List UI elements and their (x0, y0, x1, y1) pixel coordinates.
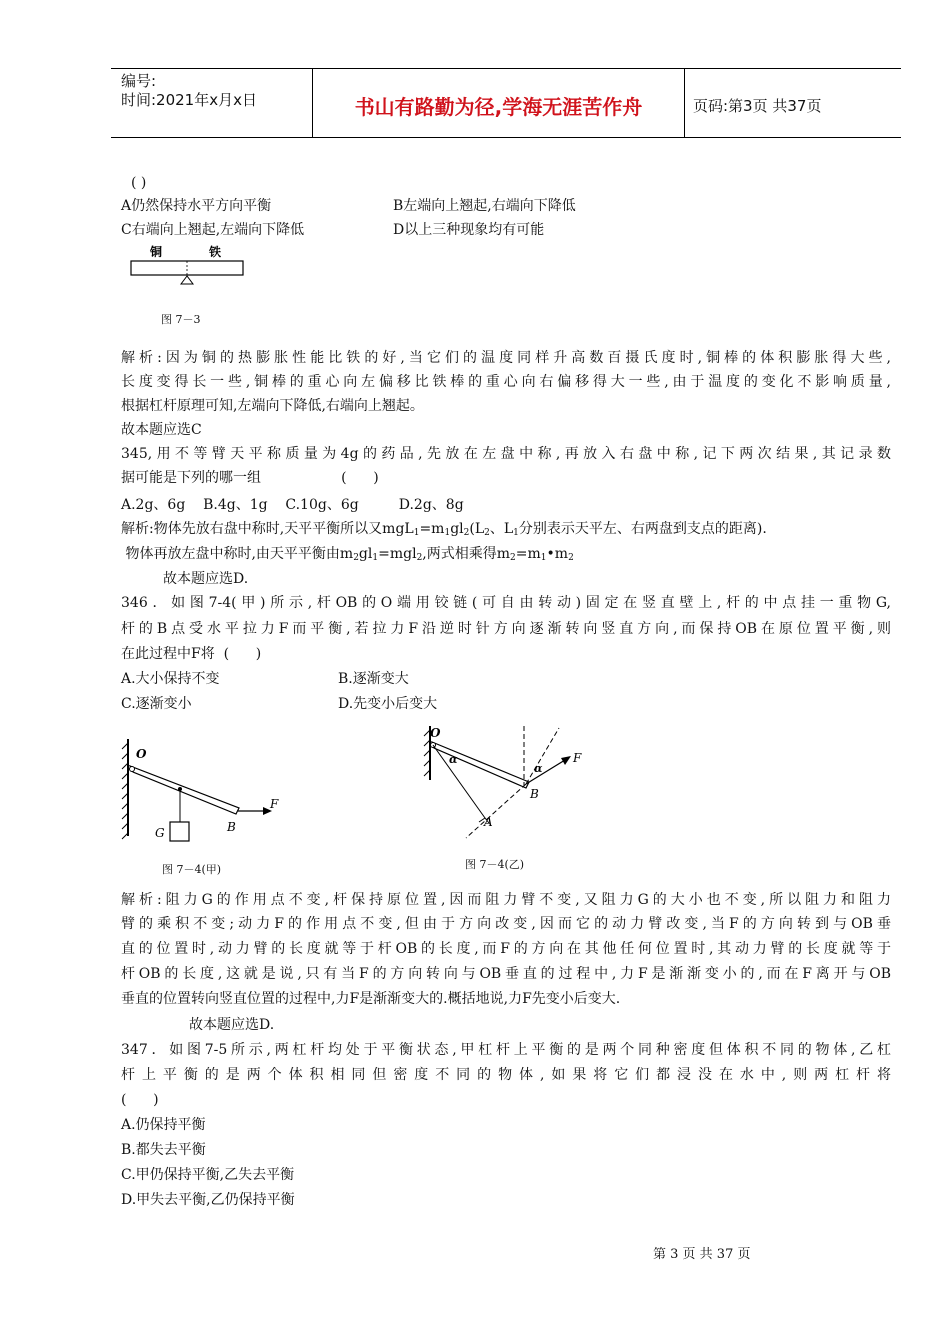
header-number-label: 编号: (121, 72, 157, 90)
fig74b-label-alpha-2: α (534, 762, 543, 775)
q347-line-3: ( ) (121, 1092, 159, 1108)
q345-options: A.2g、6g B.4g、1g C.10g、6g D.2g、8g (121, 497, 464, 513)
q346-answer: 故本题应选D. (189, 1017, 275, 1033)
fig73-fulcrum (181, 276, 193, 284)
q-prev-analysis-line-3: 根据杠杆原理可知,左端向下降低,右端向上翘起。 (121, 398, 424, 414)
q346-line-2: 杆的B点受水平拉力F而平衡,若拉力F沿逆时针方向逐渐转向竖直方向,而保持OB在原位置平衡,则 (121, 621, 891, 637)
q346-analysis-line-2: 臂的乘积不变;动力F的作用点不变,但由于方向改变,因而它的动力臂改变,当F的方向转到与OB垂 (121, 916, 891, 932)
fig73-label-copper: 铜 (150, 245, 163, 259)
fig74b-rod (432, 742, 529, 788)
q-prev-option-a: A仍然保持水平方向平衡 (121, 198, 272, 214)
q347-option-b: B.都失去平衡 (121, 1142, 206, 1158)
fig74b-label-o: O (430, 726, 441, 740)
q346-line-3: 在此过程中F将 ( ) (121, 646, 262, 662)
fig74a-rod (130, 766, 239, 814)
q346-analysis-line-5: 垂直的位置转向竖直位置的过程中,力F是渐渐变大的.概括地说,力F先变小后变大. (121, 991, 621, 1007)
q346-option-b: B.逐渐变大 (338, 671, 409, 687)
q347-line-1: 347．如图7-5所示,两杠杆均处于平衡状态,甲杠杆上平衡的是两个同种密度但体积不同的物体,乙杠 (121, 1042, 891, 1058)
q345-line-1: 345,用不等臂天平称质量为4g的药品,先放在左盘中称,再放入右盘中称,记下两次结果,其记录数 (121, 446, 891, 462)
fig74b-force-line (526, 760, 565, 784)
figure-7-3 (128, 244, 248, 290)
fig74b-perp-dashed (526, 728, 559, 784)
q346-option-d: D.先变小后变大 (338, 696, 438, 712)
fig74b-force-arrowhead (561, 756, 571, 765)
header-motto: 书山有路勤为径,学海无涯苦作舟 (313, 69, 685, 137)
fig74b-label-b: B (530, 787, 539, 801)
header-page-info: 页码:第3页 共37页 (693, 96, 822, 115)
q-prev-analysis-line-2: 长度变得长一些,铜棒的重心向左偏移比铁棒的重心向右偏移得大一些,由于温度的变化不影响质量, (121, 374, 891, 390)
fig74b-force-extension (466, 784, 526, 838)
q346-analysis-line-1: 解析:阻力G的作用点不变,杆保持原位置,因而阻力臂不变,又阻力G的大小也不变,所以阻力和阻力 (121, 892, 891, 908)
q345-answer: 故本题应选D. (163, 571, 249, 587)
q347-option-a: A.仍保持平衡 (121, 1117, 206, 1133)
q346-option-a: A.大小保持不变 (121, 671, 220, 687)
q345-line-2: 据可能是下列的哪一组 ( ) (121, 470, 379, 486)
q346-option-c: C.逐渐变小 (121, 696, 192, 712)
figure-7-4-a (118, 733, 298, 845)
q-prev-option-c: C右端向上翘起,左端向下降低 (121, 222, 305, 238)
fig73-label-iron: 铁 (209, 245, 222, 259)
fig74a-weight (170, 822, 189, 841)
fig74b-caption: 图 7－4(乙) (465, 858, 525, 871)
fig74a-label-b: B (227, 820, 236, 834)
header-meta (111, 69, 313, 137)
fig74b-label-a: A (484, 815, 493, 829)
q345-analysis-line-2: 物体再放左盘中称时,由天平平衡由$m_2gl_1=mgl_2$,两式相乘得$m_2=m_1•m_2$ (121, 546, 574, 563)
q-prev-option-d: D以上三种现象均有可能 (393, 222, 545, 238)
q345-analysis-line-1: 解析:物体先放右盘中称时,天平平衡所以又$mgL_1=m_1gl_2(L_2$、$L_1$分别表示天平左、右两盘到支点的距离). (121, 521, 767, 538)
fig74a-hinge (130, 767, 135, 772)
header-time-label: 时间:2021年x月x日 (121, 91, 257, 109)
fig73-bar (131, 261, 243, 275)
fig73-caption: 图 7－3 (161, 313, 201, 326)
q347-option-c: C.甲仍保持平衡,乙失去平衡 (121, 1167, 295, 1183)
q346-analysis-line-3: 直的位置时,动力臂的长度就等于杆OB的长度,而F的方向在其他任何位置时,其动力臂的长度就等于 (121, 941, 891, 957)
q347-line-2: 杆上平衡的是两个体积相同但密度不同的物体,如果将它们都浸没在水中,则两杠杆将 (121, 1067, 891, 1083)
q-prev-bracket: ( ) (131, 175, 147, 191)
q346-analysis-line-4: 杆OB的长度,这就是说,只有当F的方向转向与OB垂直的过程中,力F是渐渐变小的,而在F离开与OB (121, 966, 891, 982)
q-prev-answer: 故本题应选C (121, 422, 202, 438)
q-prev-analysis-line-1: 解析:因为铜的热膨胀性能比铁的好,当它们的温度同样升高数百摄氏度时,铜棒的体积膨胀得大些, (121, 350, 891, 366)
q346-line-1: 346．如图7-4(甲)所示,杆OB的O端用铰链(可自由转动)固定在竖直壁上,杆的中点挂一重物G, (121, 595, 891, 611)
footer-page-number: 第 3 页 共 37 页 (653, 1247, 751, 1262)
q-prev-option-b: B左端向上翘起,右端向下降低 (393, 198, 576, 214)
fig74a-label-o: O (136, 747, 147, 761)
fig74a-caption: 图 7－4(甲) (162, 863, 222, 876)
fig74a-label-g: G (155, 826, 165, 840)
q347-option-d: D.甲失去平衡,乙仍保持平衡 (121, 1192, 295, 1208)
fig74b-label-alpha-1: α (449, 753, 458, 766)
figure-7-4-b (418, 722, 598, 840)
page-header (111, 68, 901, 138)
fig74b-label-f: F (573, 751, 582, 765)
fig74a-label-f: F (270, 797, 279, 811)
